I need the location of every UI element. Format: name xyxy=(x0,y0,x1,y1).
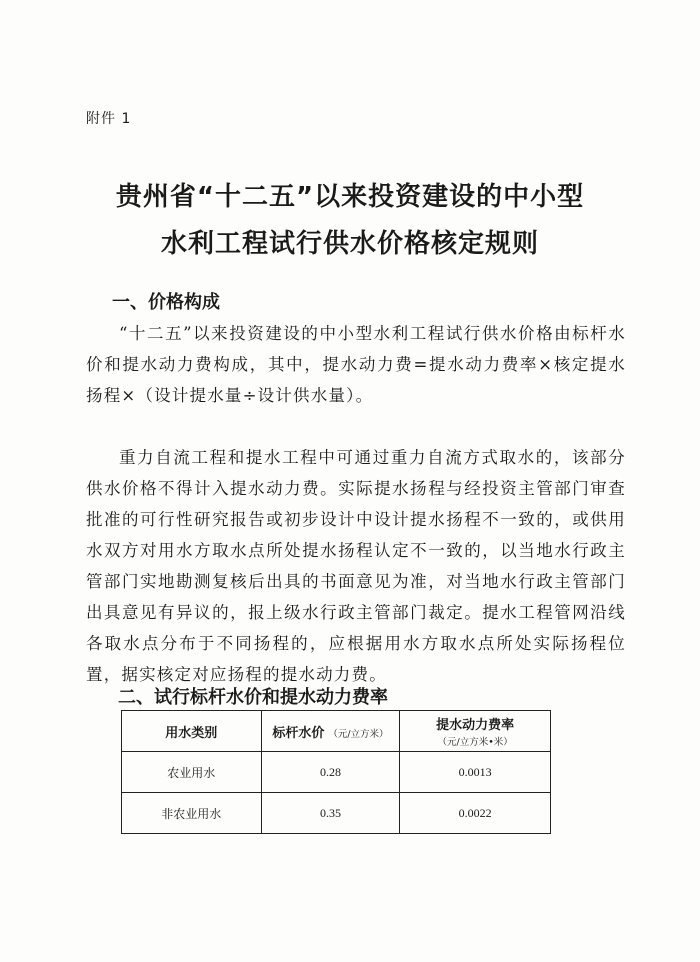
header-pumping-rate-label: 提水动力费率 xyxy=(436,718,515,733)
cell-pumping-rate: 0.0013 xyxy=(400,752,551,793)
table-row xyxy=(122,752,551,793)
table-row xyxy=(122,793,551,834)
document-title-line-2: 水利工程试行供水价格核定规则 xyxy=(160,229,539,259)
header-benchmark-price xyxy=(261,711,400,752)
cell-category: 非农业用水 xyxy=(122,793,262,834)
header-water-category-label: 用水类别 xyxy=(165,725,218,741)
section-1-heading: 一、价格构成 xyxy=(112,292,220,313)
cell-pumping-rate: 0.0022 xyxy=(400,793,551,834)
document-title-line-1: 贵州省“十二五”以来投资建设的中小型 xyxy=(115,182,585,212)
section-1-paragraph-1: “十二五”以来投资建设的中小型水利工程试行供水价格由标杆水价和提水动力费构成，其中，提水动力费=提水动力费率×核定提水扬程×（设计提水量÷设计供水量）。 xyxy=(86,324,626,405)
price-rate-table xyxy=(121,710,551,834)
header-pumping-rate-unit: （元/立方米•米） xyxy=(437,737,513,748)
cell-benchmark-price: 0.35 xyxy=(261,793,400,834)
cell-benchmark-price: 0.28 xyxy=(261,752,400,793)
header-benchmark-price-unit: （元/立方米） xyxy=(328,728,389,740)
table-header-row xyxy=(122,711,551,752)
header-pumping-rate xyxy=(400,711,551,752)
attachment-label: 附件 1 xyxy=(86,111,132,127)
cell-category: 农业用水 xyxy=(122,752,262,793)
section-2-heading: 二、试行标杆水价和提水动力费率 xyxy=(118,687,388,708)
section-1-paragraph-2: 重力自流工程和提水工程中可通过重力自流方式取水的，该部分供水价格不得计入提水动力费。实际提水扬程与经投资主管部门审查批准的可行性研究报告或初步设计中设计提水扬程不一致的，或供用水双方对用水方取水点所处提水扬程认定不一致的，以当地水行政主管部门实地勘测复核后出具的书面意见为准，对当地水行政主管部门出具意见有异议的，报上级水行政主管部门裁定。提水工程管网沿线各取水点分布于不同扬程的，应根据用水方取水点所处实际扬程位置，据实核定对应扬程的提水动力费。 xyxy=(86,448,626,684)
header-benchmark-price-label: 标杆水价 xyxy=(272,725,325,741)
header-water-category xyxy=(122,711,262,752)
